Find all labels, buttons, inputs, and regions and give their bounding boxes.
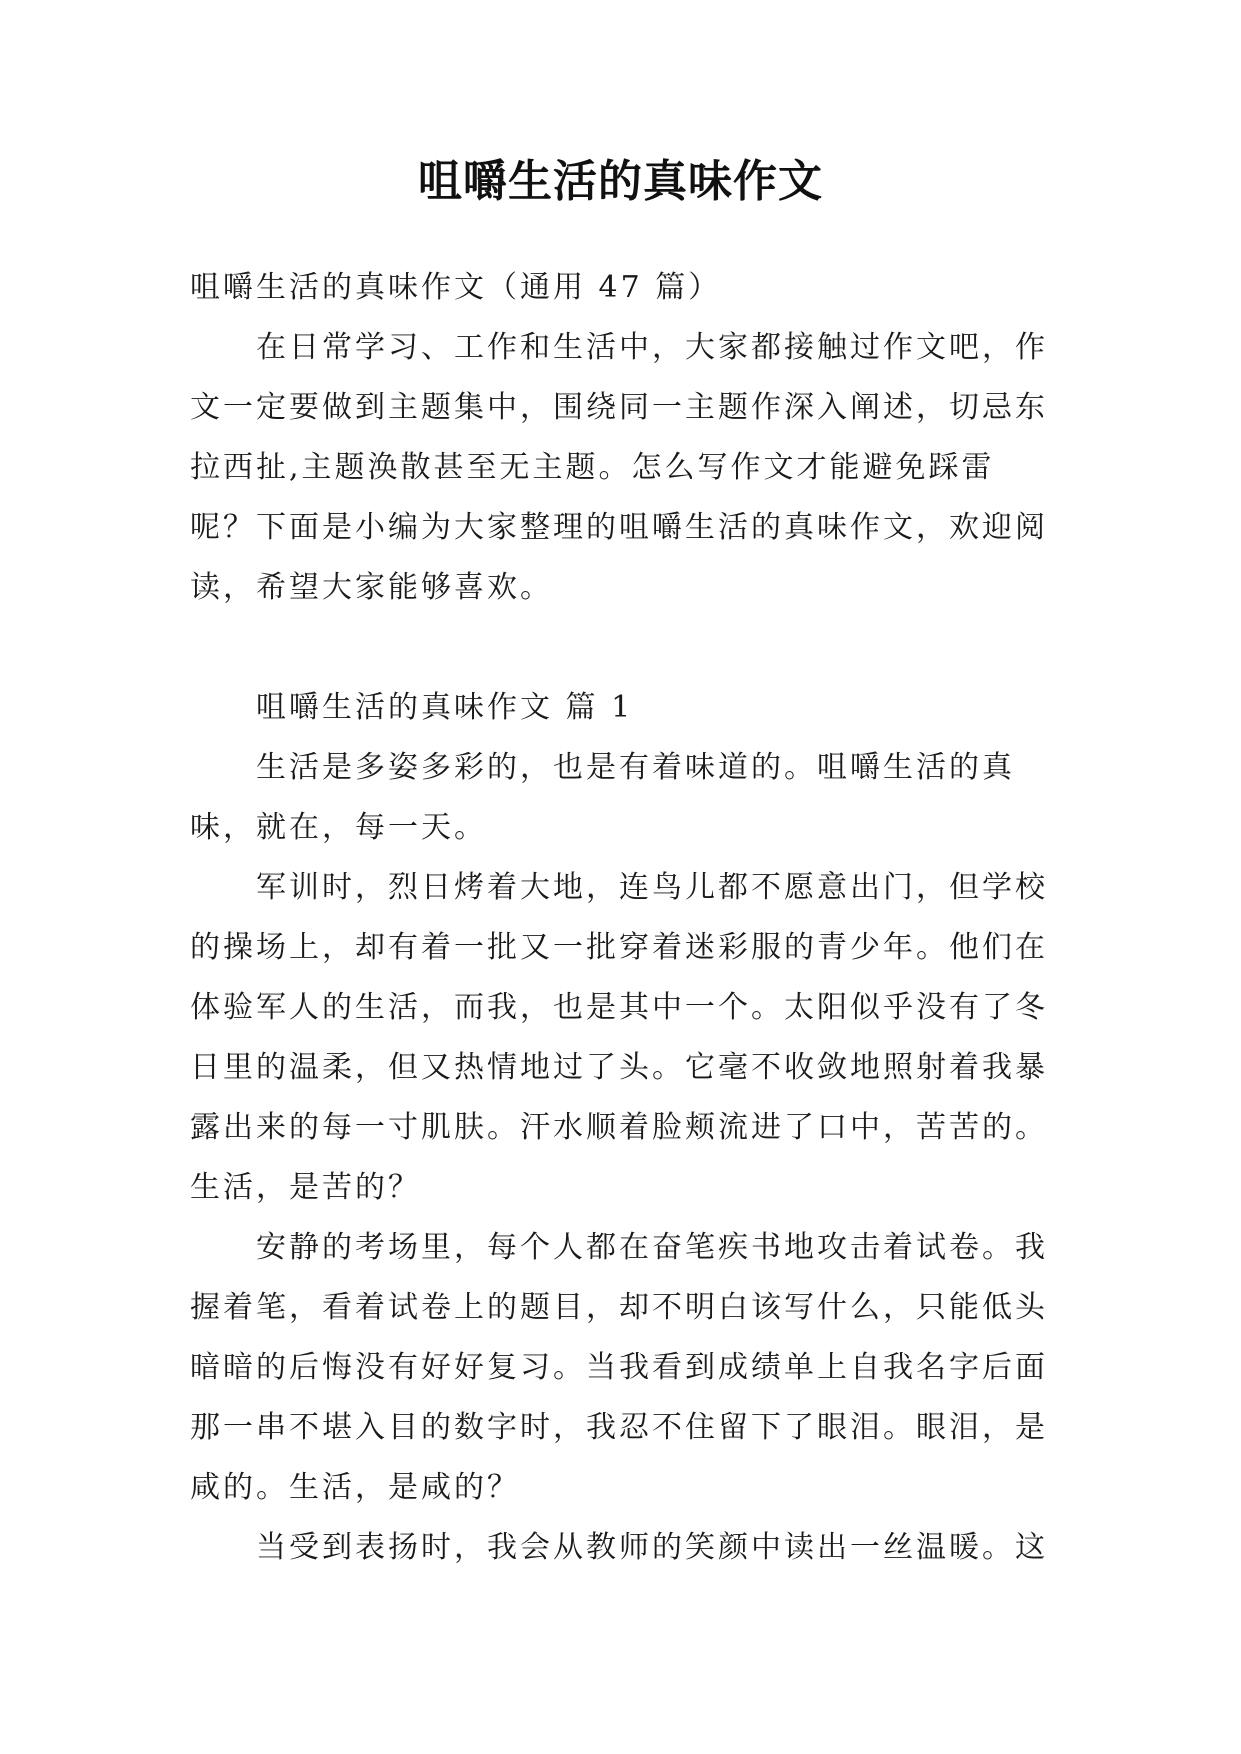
- document-subtitle: 咀嚼生活的真味作文（通用 47 篇）: [190, 270, 722, 305]
- intro-paragraph: 在日常学习、工作和生活中，大家都接触过作文吧，作文一定要做到主题集中，围绕同一主题作深入阐述，切忌东拉西扯,主题涣散甚至无主题。怎么写作文才能避免踩雷呢？下面是小编为大家整理的咀嚼生活的真味作文，欢迎阅读，希望大家能够喜欢。: [190, 330, 1048, 605]
- section-spacer: [190, 618, 1060, 678]
- body-paragraph-2: 军训时，烈日烤着大地，连鸟儿都不愿意出门，但学校的操场上，却有着一批又一批穿着迷彩服的青少年。他们在体验军人的生活，而我，也是其中一个。太阳似乎没有了冬日里的温柔，但又热情地过了头。它毫不收敛地照射着我暴露出来的每一寸肌肤。汗水顺着脸颊流进了口中，苦苦的。生活，是苦的？: [190, 870, 1048, 1205]
- section-heading: 咀嚼生活的真味作文 篇 1: [256, 690, 634, 725]
- document-title: 咀嚼生活的真味作文: [418, 156, 823, 207]
- body-paragraph-1: 生活是多姿多彩的，也是有着味道的。咀嚼生活的真味，就在，每一天。: [190, 750, 1015, 845]
- body-paragraph-3: 安静的考场里，每个人都在奋笔疾书地攻击着试卷。我握着笔，看着试卷上的题目，却不明白该写什么，只能低头暗暗的后悔没有好好复习。当我看到成绩单上自我名字后面那一串不堪入目的数字时，我忍不住留下了眼泪。眼泪，是咸的。生活，是咸的？: [190, 1230, 1048, 1505]
- body-paragraph-4: 当受到表扬时，我会从教师的笑颜中读出一丝温暖。这: [256, 1530, 1048, 1565]
- document-body: [190, 258, 1060, 1578]
